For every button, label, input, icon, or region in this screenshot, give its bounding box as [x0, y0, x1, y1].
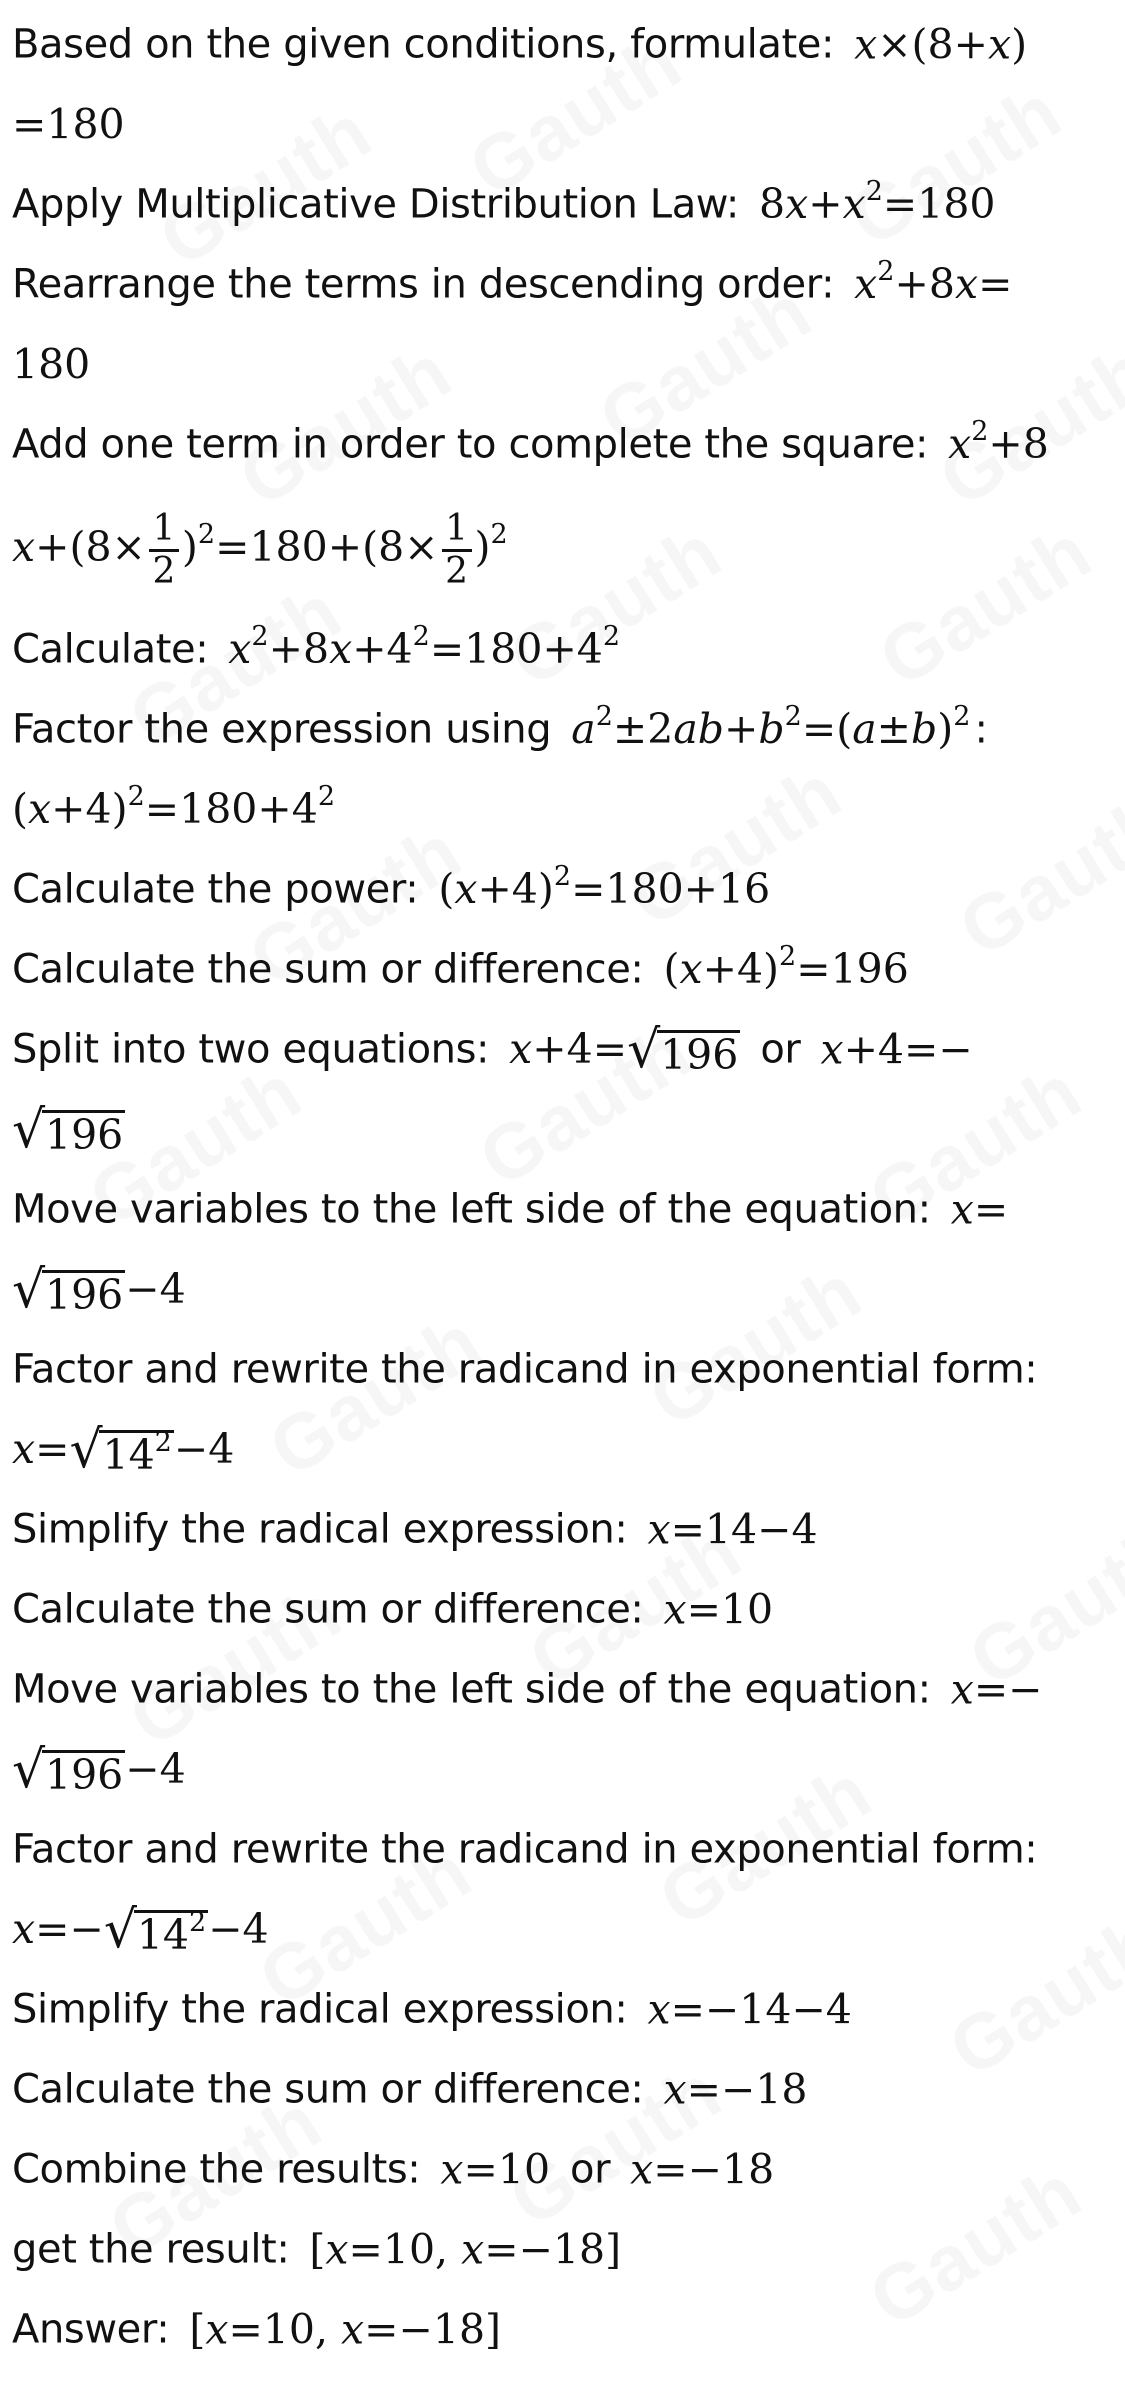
square-root: √ 196: [627, 1019, 739, 1080]
step-move-variables-negative-cont: [0, 1729, 1125, 1809]
step-label: Factor and rewrite the radicand in exponential form:: [12, 1346, 1038, 1393]
identity: $a^2\pm 2ab+b^2=(a\pm b)^2$: [571, 701, 971, 754]
equation: x=− √ $14^2-4$: [12, 1899, 269, 1960]
step-rewrite-radicand-negative: [0, 1809, 1125, 1889]
equation: $(x+4)^2=180+16$: [438, 861, 771, 914]
step-label: Simplify the radical expression:: [12, 1986, 628, 2033]
square-root: √ $14^2$: [103, 1899, 207, 1960]
step-formulate-cont: [0, 84, 1125, 164]
step-label: Combine the results:: [12, 2146, 421, 2193]
step-sum-positive: [0, 1569, 1125, 1649]
step-label: Based on the given conditions, formulate:: [12, 21, 835, 68]
equation: $(x+4)^2=180+4^2$: [12, 781, 335, 834]
step-complete-square: [0, 404, 1125, 484]
step-formulate: [0, 4, 1125, 84]
step-label: Rearrange the terms in descending order:: [12, 261, 835, 308]
step-move-variables-cont: [0, 1249, 1125, 1329]
square-root: √ 196: [12, 1099, 124, 1160]
equation: x=−18: [630, 2145, 775, 2194]
step-factor-identity-cont: [0, 769, 1125, 849]
equation: x=−18: [663, 2065, 808, 2114]
equation: 180: [12, 340, 91, 389]
colon: :: [974, 706, 988, 753]
step-label: Move variables to the left side of the equation:: [12, 1186, 931, 1233]
equation: x=: [950, 1185, 1009, 1234]
step-simplify-radical-negative: [0, 1969, 1125, 2049]
square-root: √ $14^2$: [69, 1419, 172, 1480]
equation: $x^2+8$: [948, 416, 1049, 469]
step-split-cont: [0, 1089, 1125, 1169]
step-label: Simplify the radical expression:: [12, 1506, 628, 1553]
connector: or: [760, 1026, 801, 1073]
answer-label: Answer:: [12, 2306, 170, 2353]
step-label: Add one term in order to complete the square:: [12, 421, 929, 468]
equation: $(x+4)^2=196$: [663, 941, 909, 994]
step-label: Factor the expression using: [12, 706, 552, 753]
square-root: √ 196: [12, 1259, 124, 1320]
equation: $x^2+8x+4^2=180+4^2$: [228, 621, 621, 674]
step-label: Factor and rewrite the radicand in exponential form:: [12, 1826, 1038, 1873]
step-rearrange-cont: [0, 324, 1125, 404]
equation: [12, 1099, 125, 1160]
fraction: $\frac{1}{2}$: [149, 509, 179, 592]
step-move-variables-negative: [0, 1649, 1125, 1729]
step-rewrite-radicand: [0, 1329, 1125, 1409]
step-sum-negative: [0, 2049, 1125, 2129]
answer-equation: [x=10, x=−18]: [189, 2305, 502, 2354]
equation: x=−14−4: [647, 1985, 852, 2034]
step-factor-identity: [0, 689, 1125, 769]
final-answer: [0, 2289, 1125, 2369]
step-label: Move variables to the left side of the equation:: [12, 1666, 931, 1713]
step-calculate: [0, 609, 1125, 689]
step-result: [0, 2209, 1125, 2289]
step-label: Calculate the power:: [12, 866, 419, 913]
square-root: √ 196: [12, 1739, 124, 1800]
equation: $8x+x^2=180$: [759, 176, 996, 229]
equation: x+(8× $\frac{1}{2}$ )$^2$=180+(8× $\frac{1}{2}$ )$^2$: [12, 507, 508, 592]
connector: or: [570, 2146, 611, 2193]
step-power: [0, 849, 1125, 929]
equation: x+4= √ 196: [509, 1019, 739, 1080]
step-label: Calculate the sum or difference:: [12, 946, 644, 993]
step-rearrange: [0, 244, 1125, 324]
step-label: Apply Multiplicative Distribution Law:: [12, 181, 740, 228]
equation: x=14−4: [647, 1505, 818, 1554]
equation: x= √ $14^2-4$: [12, 1419, 235, 1480]
step-split: [0, 1009, 1125, 1089]
step-sum: [0, 929, 1125, 1009]
step-label: Calculate the sum or difference:: [12, 1586, 644, 1633]
step-complete-square-cont: [0, 484, 1125, 609]
step-label: get the result:: [12, 2226, 290, 2273]
step-label: Calculate the sum or difference:: [12, 2066, 644, 2113]
equation: x=−: [950, 1665, 1043, 1714]
step-label: Calculate:: [12, 626, 209, 673]
step-rewrite-radicand-cont: [0, 1409, 1125, 1489]
equation: =180: [12, 100, 125, 149]
equation: √ 196−4: [12, 1739, 186, 1800]
step-distribute: [0, 164, 1125, 244]
equation: x=10: [440, 2145, 551, 2194]
step-rewrite-radicand-negative-cont: [0, 1889, 1125, 1969]
equation: √ 196−4: [12, 1259, 186, 1320]
fraction: $\frac{1}{2}$: [442, 509, 472, 592]
step-combine: [0, 2129, 1125, 2209]
step-simplify-radical: [0, 1489, 1125, 1569]
equation: $x^2+8x=$: [854, 256, 1013, 309]
equation: x×(8+x): [854, 20, 1028, 69]
equation: x+4=−: [820, 1025, 973, 1074]
step-move-variables: [0, 1169, 1125, 1249]
equation: x=10: [663, 1585, 774, 1634]
equation: [x=10, x=−18]: [309, 2225, 622, 2274]
step-label: Split into two equations:: [12, 1026, 490, 1073]
